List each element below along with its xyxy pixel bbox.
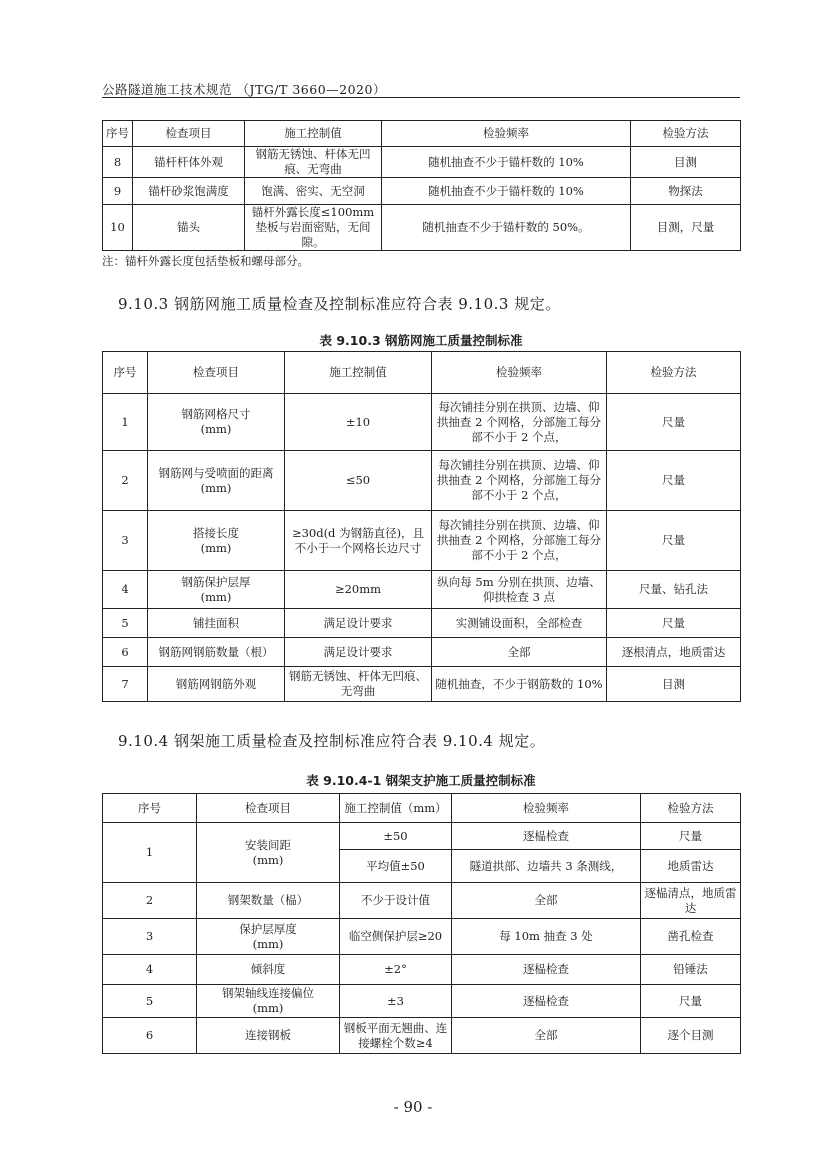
control-value: 满足设计要求 <box>285 638 432 667</box>
inspection-frequency: 逐榀检查 <box>452 985 641 1018</box>
inspection-frequency: 纵向每 5m 分别在拱顶、边墙、仰拱检查 3 点 <box>432 571 607 609</box>
inspection-frequency: 每 10m 抽查 3 处 <box>452 919 641 955</box>
row-number: 6 <box>103 1018 197 1054</box>
inspection-frequency: 随机抽查不少于锚杆数的 10% <box>382 147 631 178</box>
inspection-frequency: 逐榀检查 <box>452 823 641 850</box>
inspection-method: 尺量 <box>641 985 741 1018</box>
header-cell: 检验方法 <box>607 352 741 394</box>
table-row <box>103 394 741 451</box>
check-item: 钢筋网与受喷面的距离 (mm) <box>148 451 285 511</box>
inspection-frequency: 随机抽查，不少于钢筋数的 10% <box>432 667 607 702</box>
row-number: 1 <box>103 394 148 451</box>
table-row <box>103 919 741 955</box>
table-row <box>103 883 741 919</box>
table-row <box>103 1018 741 1054</box>
table-row <box>103 985 741 1018</box>
header-cell: 检验频率 <box>382 121 631 147</box>
section-heading-9-10-4: 9.10.4 钢架施工质量检查及控制标准应符合表 9.10.4 规定。 <box>118 732 546 750</box>
header-cell: 序号 <box>103 794 197 823</box>
check-item: 锚头 <box>133 205 245 251</box>
table-header-row <box>103 121 741 147</box>
table-row <box>103 451 741 511</box>
running-header: 公路隧道施工技术规范 （JTG/T 3660—2020） <box>102 82 386 97</box>
check-item: 钢架数量（榀） <box>197 883 340 919</box>
row-number: 5 <box>103 985 197 1018</box>
inspection-method: 逐根清点，地质雷达 <box>607 638 741 667</box>
anchor-bolt-table <box>102 120 741 251</box>
inspection-method: 尺量、钻孔法 <box>607 571 741 609</box>
check-item: 钢筋网钢筋外观 <box>148 667 285 702</box>
check-item: 搭接长度 (mm) <box>148 511 285 571</box>
table-header-row <box>103 352 741 394</box>
row-number: 4 <box>103 571 148 609</box>
check-item: 钢筋网格尺寸 (mm) <box>148 394 285 451</box>
check-item: 保护层厚度 (mm) <box>197 919 340 955</box>
control-value: 临空侧保护层≥20 <box>340 919 452 955</box>
row-number: 6 <box>103 638 148 667</box>
header-cell: 检验方法 <box>631 121 741 147</box>
inspection-frequency: 每次铺挂分别在拱顶、边墙、仰拱抽查 2 个网格，分部施工每分部不小于 2 个点， <box>432 511 607 571</box>
header-cell: 检验频率 <box>432 352 607 394</box>
row-number: 8 <box>103 147 133 178</box>
table-row <box>103 638 741 667</box>
table-row <box>103 823 741 850</box>
table-row <box>103 609 741 638</box>
table-caption-9-10-4-1: 表 9.10.4-1 钢架支护施工质量控制标准 <box>306 773 536 788</box>
table-caption-9-10-3: 表 9.10.3 钢筋网施工质量控制标准 <box>319 333 523 348</box>
check-item: 安装间距 (mm) <box>197 823 340 883</box>
control-value: 钢板平面无翘曲、连接螺栓个数≥4 <box>340 1018 452 1054</box>
control-value: ≥30d(d 为钢筋直径)，且不小于一个网格长边尺寸 <box>285 511 432 571</box>
inspection-frequency: 逐榀检查 <box>452 955 641 985</box>
table-row <box>103 955 741 985</box>
inspection-method: 目测 <box>607 667 741 702</box>
row-number: 3 <box>103 919 197 955</box>
table-row <box>103 511 741 571</box>
header-cell: 检验方法 <box>641 794 741 823</box>
control-value: ±3 <box>340 985 452 1018</box>
check-item: 连接钢板 <box>197 1018 340 1054</box>
row-number: 5 <box>103 609 148 638</box>
check-item: 锚杆砂浆饱满度 <box>133 178 245 205</box>
inspection-method: 目测，尺量 <box>631 205 741 251</box>
inspection-frequency: 随机抽查不少于锚杆数的 10% <box>382 178 631 205</box>
rebar-mesh-table <box>102 351 741 702</box>
header-cell: 序号 <box>103 121 133 147</box>
header-cell: 检查项目 <box>133 121 245 147</box>
inspection-frequency: 全部 <box>432 638 607 667</box>
header-cell: 序号 <box>103 352 148 394</box>
table-header-row <box>103 794 741 823</box>
row-number: 3 <box>103 511 148 571</box>
inspection-method: 逐榀清点，地质雷达 <box>641 883 741 919</box>
control-value: ±2° <box>340 955 452 985</box>
check-item: 锚杆杆体外观 <box>133 147 245 178</box>
control-value: 饱满、密实、无空洞 <box>245 178 382 205</box>
control-value: 满足设计要求 <box>285 609 432 638</box>
row-number: 2 <box>103 883 197 919</box>
steel-arch-table <box>102 793 741 1054</box>
check-item: 钢架轴线连接偏位 (mm) <box>197 985 340 1018</box>
inspection-frequency: 每次铺挂分别在拱顶、边墙、仰拱抽查 2 个网格，分部施工每分部不小于 2 个点， <box>432 394 607 451</box>
row-number: 7 <box>103 667 148 702</box>
inspection-method: 尺量 <box>607 511 741 571</box>
table-row <box>103 147 741 178</box>
control-value: ±50 <box>340 823 452 850</box>
inspection-method: 尺量 <box>607 394 741 451</box>
header-cell: 施工控制值 <box>285 352 432 394</box>
control-value: ≥20mm <box>285 571 432 609</box>
section-heading-9-10-3: 9.10.3 钢筋网施工质量检查及控制标准应符合表 9.10.3 规定。 <box>118 295 561 313</box>
row-number: 10 <box>103 205 133 251</box>
inspection-frequency: 每次铺挂分别在拱顶、边墙、仰拱抽查 2 个网格，分部施工每分部不小于 2 个点， <box>432 451 607 511</box>
inspection-method: 凿孔检查 <box>641 919 741 955</box>
inspection-method: 尺量 <box>607 451 741 511</box>
table-row <box>103 667 741 702</box>
check-item: 铺挂面积 <box>148 609 285 638</box>
row-number: 9 <box>103 178 133 205</box>
control-value: 钢筋无锈蚀、杆体无凹痕、无弯曲 <box>285 667 432 702</box>
control-value: ±10 <box>285 394 432 451</box>
header-rule <box>102 97 740 98</box>
page-number: - 90 - <box>393 1098 433 1116</box>
inspection-method: 尺量 <box>607 609 741 638</box>
inspection-method: 物探法 <box>631 178 741 205</box>
header-cell: 施工控制值 <box>245 121 382 147</box>
inspection-method: 逐个目测 <box>641 1018 741 1054</box>
control-value: 锚杆外露长度≤100mm 垫板与岩面密贴，无间隙。 <box>245 205 382 251</box>
header-cell: 施工控制值（mm） <box>340 794 452 823</box>
control-value: 不少于设计值 <box>340 883 452 919</box>
header-cell: 检查项目 <box>148 352 285 394</box>
inspection-frequency: 全部 <box>452 1018 641 1054</box>
row-number: 2 <box>103 451 148 511</box>
inspection-frequency: 随机抽查不少于锚杆数的 50%。 <box>382 205 631 251</box>
inspection-method: 尺量 <box>641 823 741 850</box>
row-number: 1 <box>103 823 197 883</box>
check-item: 钢筋网钢筋数量（根） <box>148 638 285 667</box>
control-value: ≤50 <box>285 451 432 511</box>
table-row <box>103 205 741 251</box>
inspection-frequency: 全部 <box>452 883 641 919</box>
table-row <box>103 178 741 205</box>
header-cell: 检验频率 <box>452 794 641 823</box>
table-row <box>103 571 741 609</box>
row-number: 4 <box>103 955 197 985</box>
inspection-frequency: 实测铺设面积，全部检查 <box>432 609 607 638</box>
table-note: 注：锚杆外露长度包括垫板和螺母部分。 <box>102 254 309 268</box>
inspection-method: 铅锤法 <box>641 955 741 985</box>
header-cell: 检查项目 <box>197 794 340 823</box>
check-item: 倾斜度 <box>197 955 340 985</box>
inspection-method: 目测 <box>631 147 741 178</box>
inspection-method: 地质雷达 <box>641 850 741 883</box>
inspection-frequency: 隧道拱部、边墙共 3 条测线， <box>452 850 641 883</box>
control-value: 平均值±50 <box>340 850 452 883</box>
check-item: 钢筋保护层厚 (mm) <box>148 571 285 609</box>
control-value: 钢筋无锈蚀、杆体无凹痕、无弯曲 <box>245 147 382 178</box>
